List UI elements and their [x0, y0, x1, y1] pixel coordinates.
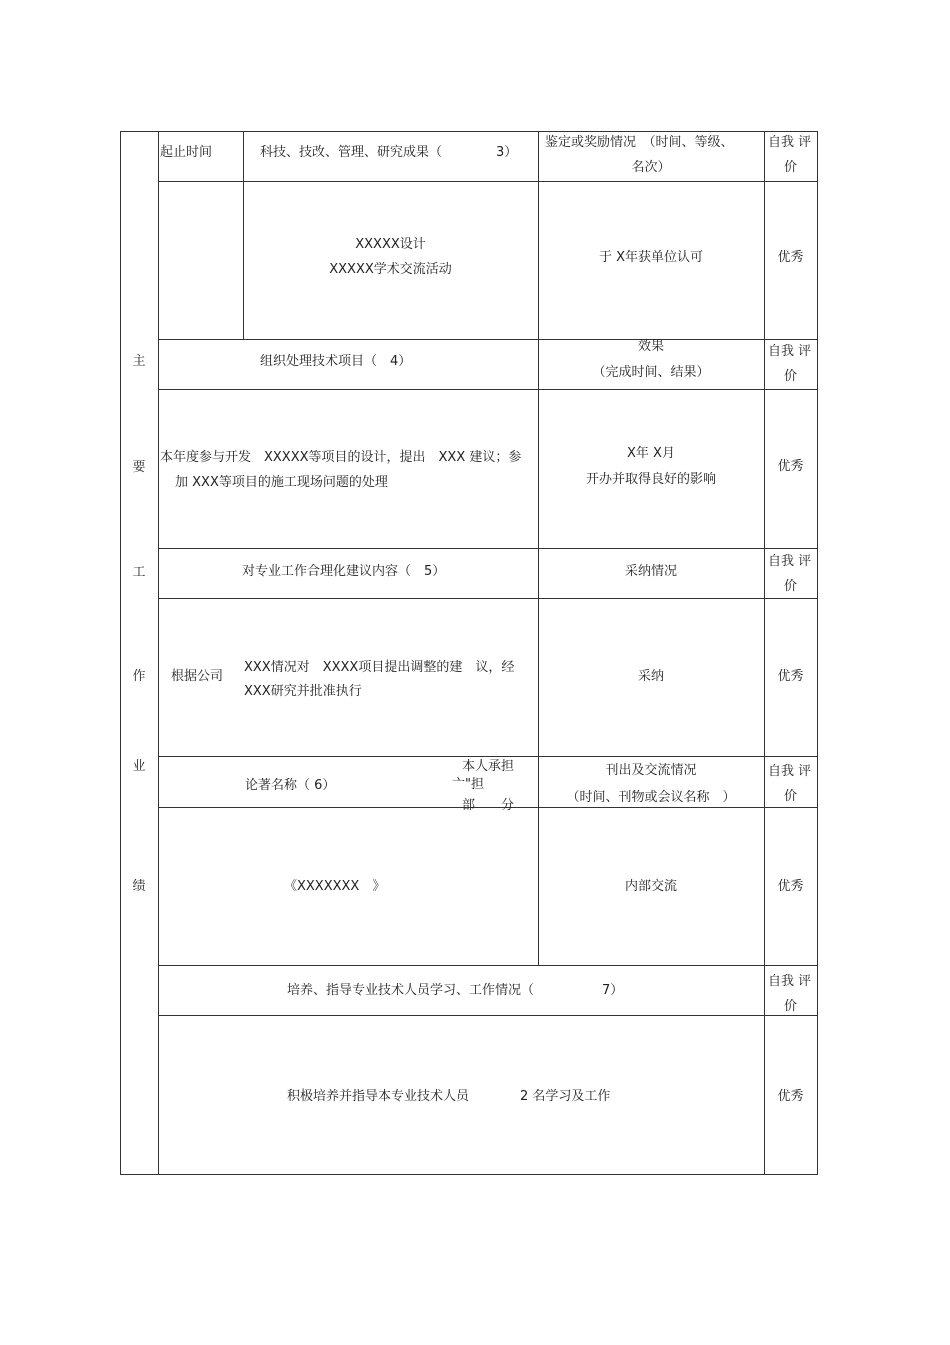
- suggestion-content-line2: XXX研究并批准执行: [244, 684, 362, 699]
- side-char: 主: [132, 354, 146, 369]
- suggestion-prefix: 根据公司: [171, 669, 224, 684]
- research-item-1: XXXXX设计: [355, 237, 426, 252]
- header-effect-line2: （完成时间、结果）: [592, 365, 710, 380]
- header-project-title: 组织处理技术项目（ 4）: [260, 354, 412, 369]
- header-training-title: 培养、指导专业技术人员学习、工作情况（: [287, 983, 535, 998]
- self-eval-value: 优秀: [777, 669, 804, 684]
- self-eval-value: 优秀: [777, 250, 804, 265]
- header-publication-line2: （时间、刊物或会议名称 ）: [566, 790, 736, 805]
- header-adoption: 采纳情况: [624, 564, 677, 579]
- header-award-line1: 鉴定或奖励情况 （时间、等级、: [545, 135, 734, 150]
- header-section-number: 7）: [602, 983, 624, 998]
- side-char: 业: [132, 759, 146, 774]
- adoption-result: 采纳: [637, 669, 664, 684]
- side-char: 作: [132, 669, 146, 684]
- header-section-number: 3）: [496, 145, 518, 160]
- project-effect-line2: 开办并取得良好的影响: [585, 472, 716, 487]
- header-suggestion-title: 对专业工作合理化建议内容（ 5）: [242, 564, 446, 579]
- header-self-eval-line2: 价: [783, 160, 797, 175]
- training-content-part2: 2 名学习及工作: [520, 1089, 611, 1104]
- project-content-line2: 加 XXX等项目的施工现场问题的处理: [175, 475, 388, 490]
- suggestion-content-line1: XXX情况对 XXXX项目提出调整的建 议，经: [244, 660, 515, 675]
- header-self-eval-line2: 价: [783, 579, 797, 594]
- project-effect-line1: X年 X月: [627, 446, 675, 461]
- research-item-2: XXXXX学术交流活动: [329, 262, 452, 277]
- header-self-eval-line1: 自我 评: [768, 554, 812, 569]
- header-research-title: 科技、技改、管理、研究成果（: [260, 145, 443, 160]
- header-start-end-time: 起止时间: [160, 145, 213, 160]
- side-char: 绩: [132, 879, 146, 894]
- publication-status: 内部交流: [624, 879, 677, 894]
- header-self-eval-line2: 价: [783, 999, 797, 1014]
- header-role-line1: 本人承担: [462, 759, 515, 774]
- header-self-eval-line1: 自我 评: [768, 135, 812, 150]
- header-self-eval-line1: 自我 评: [768, 974, 812, 989]
- header-publication-line1: 刊出及交流情况: [605, 763, 697, 778]
- header-self-eval-line2: 价: [783, 789, 797, 804]
- header-publication-title: 论著名称（ 6）: [245, 778, 336, 793]
- publication-title: 《XXXXXXX 》: [284, 879, 386, 894]
- header-self-eval-line1: 自我 评: [768, 344, 812, 359]
- header-role-line3: 部 分: [462, 798, 515, 813]
- header-role-line2: 亠"担: [452, 777, 484, 792]
- header-self-eval-line2: 价: [783, 369, 797, 384]
- header-self-eval-line1: 自我 评: [768, 764, 812, 779]
- header-effect-line1: 效果: [637, 339, 664, 354]
- side-char: 工: [132, 565, 146, 580]
- award-result: 于 X年获单位认可: [598, 250, 704, 265]
- self-eval-value: 优秀: [777, 1089, 804, 1104]
- project-content-line1: 本年度参与开发 XXXXX等项目的设计，提出 XXX 建议；参: [160, 450, 522, 465]
- self-eval-value: 优秀: [777, 879, 804, 894]
- side-char: 要: [132, 460, 146, 475]
- training-content-part1: 积极培养并指导本专业技术人员: [287, 1089, 470, 1104]
- self-eval-value: 优秀: [777, 459, 804, 474]
- header-award-line2: 名次）: [631, 160, 671, 175]
